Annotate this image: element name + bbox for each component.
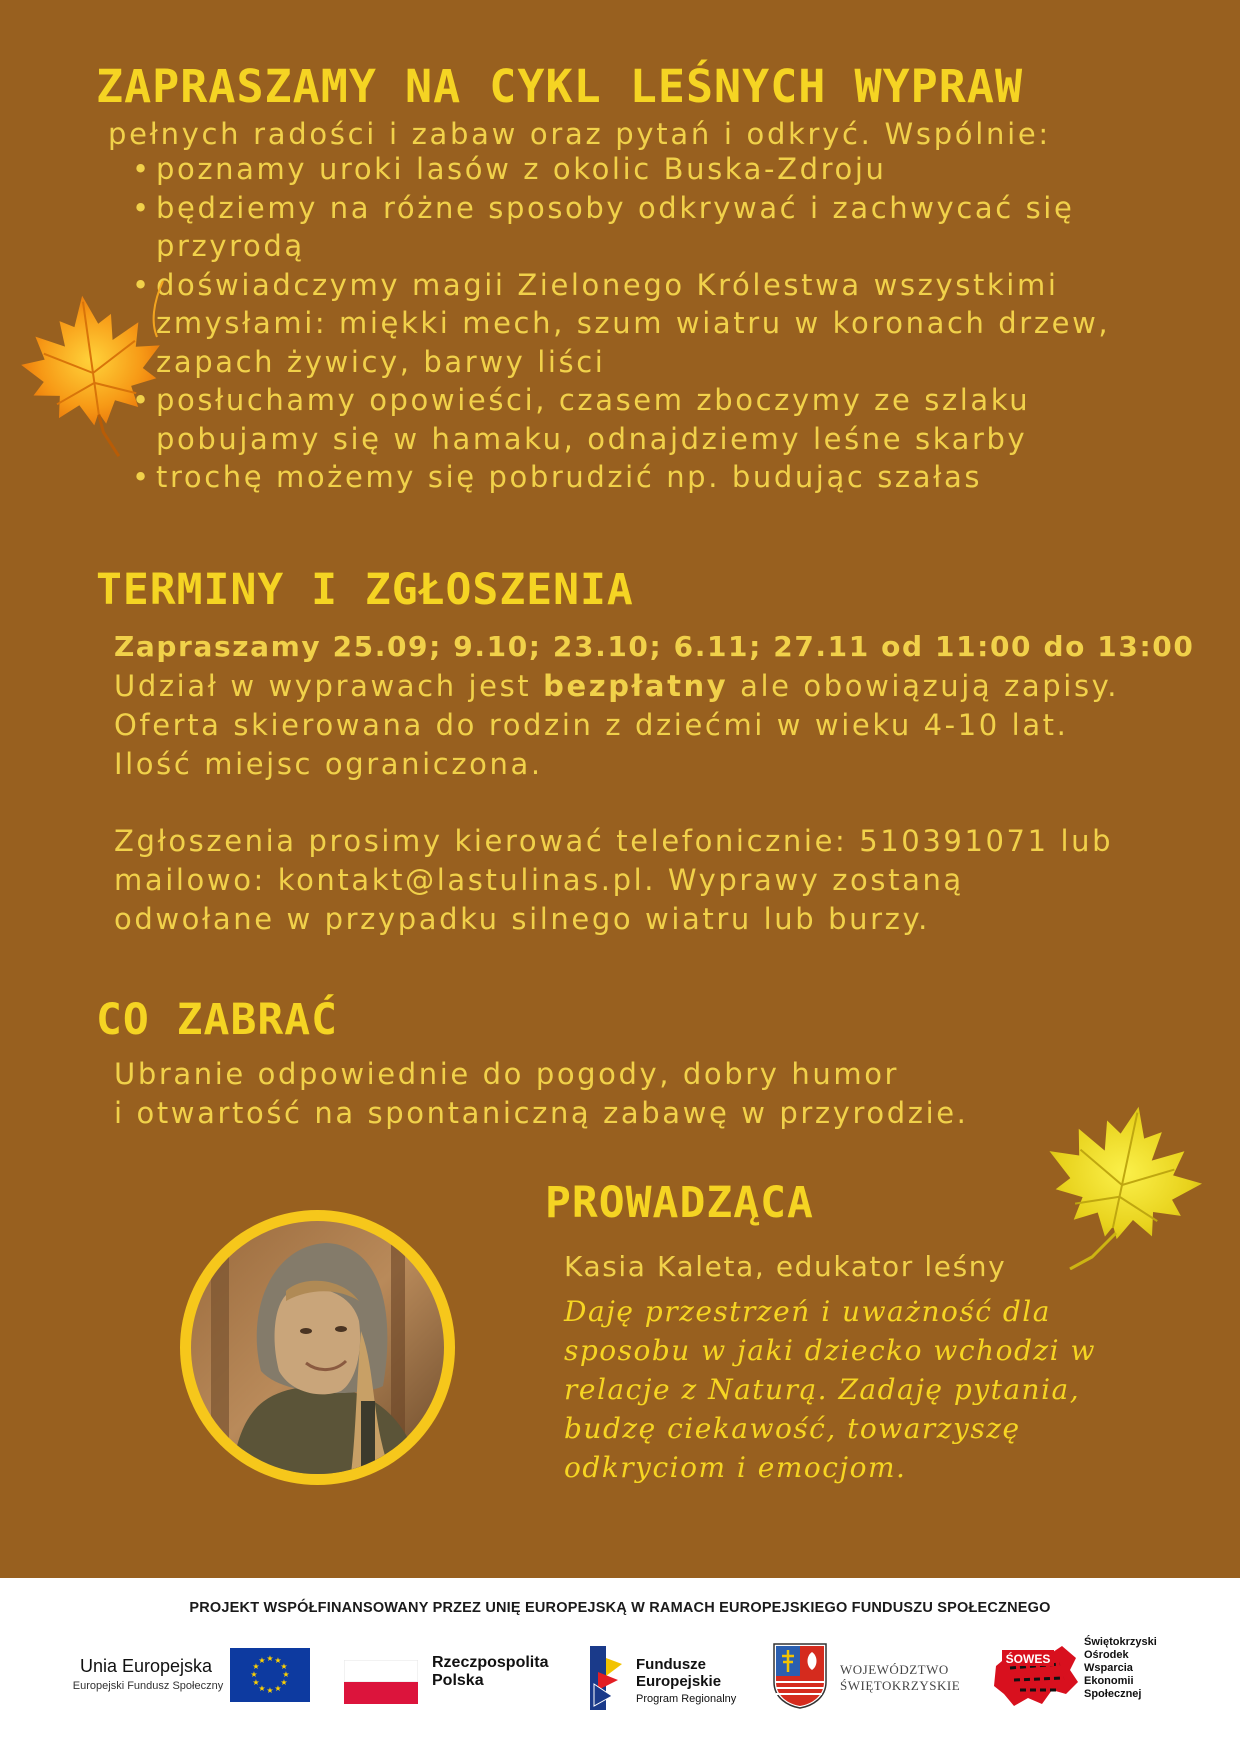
svg-text:★: ★ (274, 1656, 282, 1665)
terms-text-after: ale obowiązują zapisy. Oferta skierowana do rodzin z dziećmi w wieku 4-10 lat. Ilość miejsc ograniczona. (114, 669, 1120, 781)
list-item: • będziemy na różne sposoby odkrywać i zachwycać się przyrodą (156, 189, 1176, 266)
svg-text:★: ★ (280, 1678, 288, 1687)
svg-text:★: ★ (282, 1670, 290, 1679)
svg-text:★: ★ (280, 1662, 288, 1671)
terms-text-before: Udział w wyprawach jest (114, 669, 544, 703)
eu-label: Unia Europejska (79, 1656, 213, 1676)
sowes-line: Wsparcia (1084, 1662, 1133, 1674)
leader-bio: Daję przestrzeń i uważność dla sposobu w jaki dziecko wchodzi w relacje z Naturą. Zadaję pytania, budzę ciekawość, towarzyszę odkryciom i emocjom. (564, 1295, 1096, 1484)
leader-portrait-icon (191, 1221, 444, 1474)
leader-photo (191, 1221, 444, 1474)
svg-text:★: ★ (252, 1662, 260, 1671)
registration-paragraph: Zgłoszenia prosimy kierować telefonicznie: 510391071 lub mailowo: kontakt@lastulinas.pl. Wyprawy zostaną odwołane w przypadku silnego wiatru lub burzy. (114, 824, 1114, 936)
orange-maple-leaf-icon (8, 278, 178, 463)
voivodeship-label-1: WOJEWÓDZTWO (840, 1662, 949, 1677)
svg-text:★: ★ (250, 1670, 258, 1679)
voivodeship-coat-of-arms-icon (772, 1642, 828, 1710)
poland-flag-icon (344, 1660, 418, 1704)
sowes-line: Społecznej (1084, 1688, 1142, 1700)
european-funds-logo-icon (586, 1646, 626, 1710)
list-item: • doświadczymy magii Zielonego Królestwa wszystkimi zmysłami: miękki mech, szum wiatru w koronach drzew, zapach żywicy, barwy liści (156, 266, 1176, 382)
voivodeship-label-2: ŚWIĘTOKRZYSKIE (840, 1678, 961, 1693)
terms-heading: TERMINY I ZGŁOSZENIA (96, 565, 634, 615)
list-item: • poznamy uroki lasów z okolic Buska-Zdroju (156, 150, 1176, 189)
sowes-logo-icon (990, 1636, 1084, 1710)
eu-flag-icon (230, 1648, 310, 1702)
list-item: • posłuchamy opowieści, czasem zboczymy ze szlaku pobujamy się w hamaku, odnajdziemy leśne skarby (156, 381, 1176, 458)
bring-line-1: Ubranie odpowiednie do pogody, dobry humor (114, 1057, 900, 1091)
sowes-name (1084, 1636, 1157, 1701)
svg-text:★: ★ (266, 1654, 274, 1663)
leader-heading: PROWADZĄCA (545, 1178, 814, 1228)
svg-text:★: ★ (266, 1686, 274, 1695)
bring-heading: CO ZABRAĆ (96, 995, 338, 1045)
leader-name: Kasia Kaleta, edukator leśny (564, 1250, 1007, 1283)
intro-bullet-list (126, 150, 1176, 497)
bring-line-2: i otwartość na spontaniczną zabawę w przyrodzie. (114, 1096, 969, 1130)
intro-lead: pełnych radości i zabaw oraz pytań i odkryć. Wspólnie: (108, 117, 1051, 151)
terms-dates: Zapraszamy 25.09; 9.10; 23.10; 6.11; 27.11 od 11:00 do 13:00 (114, 630, 1195, 663)
poland-label-1: Rzeczpospolita (432, 1654, 549, 1671)
svg-text:★: ★ (274, 1684, 282, 1693)
poland-label-2: Polska (432, 1672, 484, 1689)
funding-footer (0, 1578, 1240, 1748)
svg-text:★: ★ (252, 1678, 260, 1687)
sowes-line: Ośrodek (1084, 1649, 1129, 1661)
sowes-line: Ekonomii (1084, 1675, 1134, 1687)
eu-funds-label-1: Fundusze (636, 1656, 706, 1673)
terms-paragraph (114, 667, 1134, 784)
funding-statement: PROJEKT WSPÓŁFINANSOWANY PRZEZ UNIĘ EUROPEJSKĄ W RAMACH EUROPEJSKIEGO FUNDUSZU SPOŁECZNEGO (189, 1600, 1051, 1616)
yellow-maple-leaf-icon (1030, 1100, 1215, 1270)
svg-text:★: ★ (258, 1684, 266, 1693)
eu-funds-label-2: Europejskie (636, 1673, 722, 1690)
intro-heading: ZAPRASZAMY NA CYKL LEŚNYCH WYPRAW (96, 60, 1024, 113)
sowes-badge: ŚOWES (1005, 1652, 1051, 1666)
eu-funds-label-3: Program Regionalny (636, 1693, 737, 1705)
free-label: bezpłatny (543, 669, 729, 703)
svg-text:★: ★ (258, 1656, 266, 1665)
eu-fund-label: Europejski Fundusz Społeczny (72, 1680, 224, 1692)
sowes-line: Świętokrzyski (1084, 1636, 1157, 1648)
list-item: • trochę możemy się pobrudzić np. budując szałas (156, 458, 1176, 497)
leader-photo-frame (180, 1210, 455, 1485)
